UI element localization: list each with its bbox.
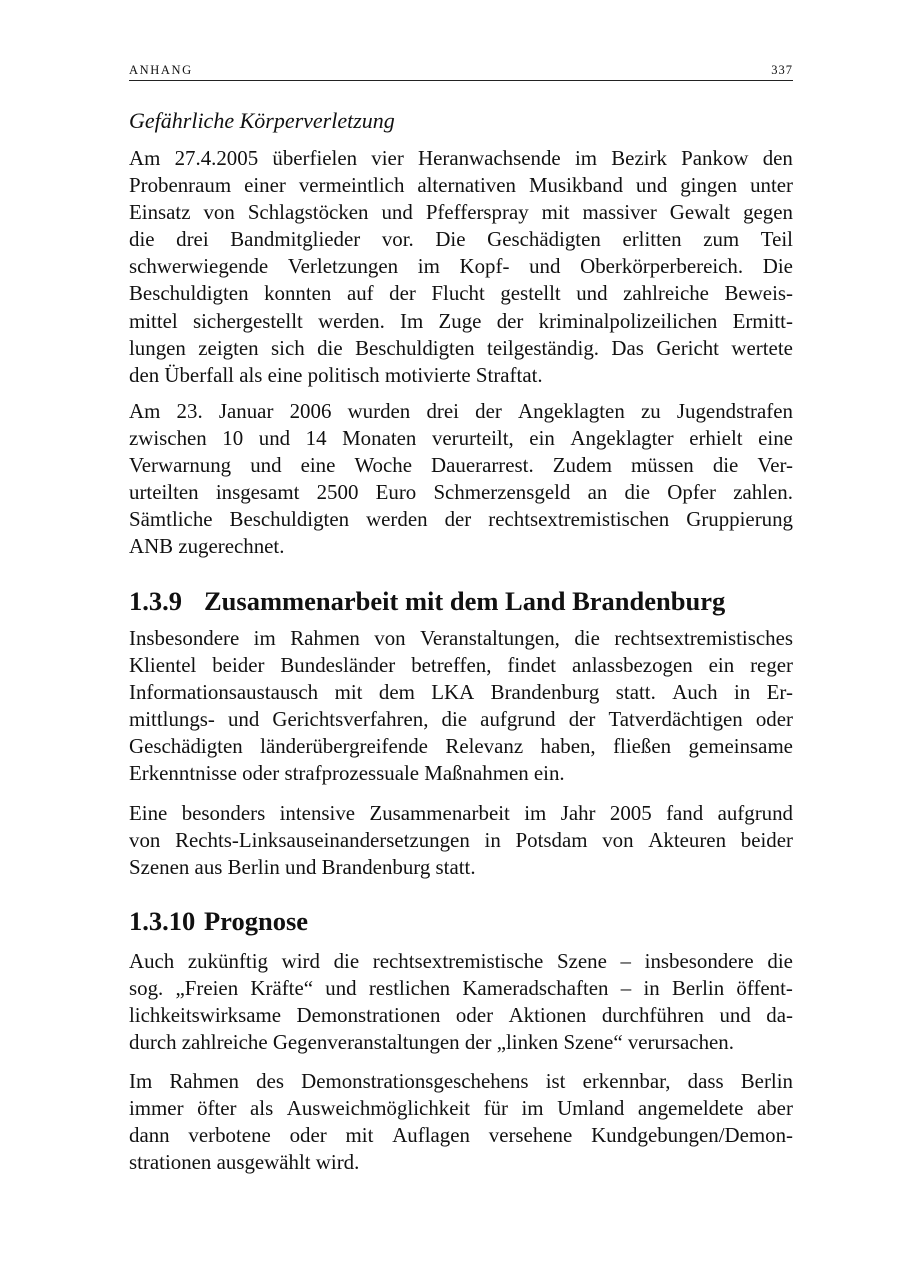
text-line [129,506,793,533]
word: Am [129,399,161,423]
section-heading [129,584,725,618]
word: ein [708,653,735,678]
word: öfter [197,1096,237,1121]
word: und [227,707,260,732]
word: Klientel [129,653,197,678]
text-line [129,948,793,975]
word: lungen [129,335,186,360]
text-line [129,280,793,307]
word: Einsatz [129,200,191,225]
word: Pankow [681,146,749,170]
word: kriminalpolizeilichen [538,308,718,333]
text-line: durch zahlreiche Gegenveranstaltungen der „linken Szene“ verursachen. [129,1030,734,1055]
word: LKA [431,680,475,705]
word: mit [541,200,570,225]
word: die [574,626,600,650]
paragraph [129,948,793,1056]
word: Berlin [671,976,725,1001]
word: Pfefferspray [425,200,529,225]
word: von [203,200,235,225]
word: und [529,254,561,279]
word: in [643,976,660,1001]
word: oder [755,707,793,732]
word: Veranstaltungen, [420,626,560,650]
word: urteilten [129,480,199,505]
word: anlassbezogen [572,653,693,678]
word: in [733,680,751,705]
word: zwischen [129,426,207,451]
word: rechtsextremistisches [614,626,793,650]
word: aufgrund [717,801,793,825]
text-line [129,199,793,226]
word: – [620,976,632,1001]
word: Gruppierung [686,507,793,532]
word: eine [758,426,793,451]
word: findet [507,653,557,678]
word: Teil [760,227,793,252]
word: Relevanz [445,734,524,759]
paragraph [129,1068,793,1176]
section-number: 1.3.9 [129,586,182,616]
word: lichkeitswirksame [129,1003,281,1028]
word: sichergestellt [193,308,303,333]
word: zukünftig [187,949,268,973]
text-line [129,335,793,362]
word: Rechts-Linksauseinandersetzungen [175,828,470,853]
word: Ermitt- [732,308,793,333]
word: Opfer [667,480,716,505]
word: Beschuldigten [229,507,350,532]
word: Bandmitglieder [230,227,361,252]
word: rechtsextremistischen [488,507,670,532]
word: an [587,480,608,505]
word: restlichen [368,976,451,1001]
word: Heranwachsende [418,146,561,170]
word: drei [426,399,459,423]
word: versehene [488,1123,573,1148]
word: die [333,949,360,973]
word: Akteuren [648,828,727,853]
word: gingen [680,173,738,198]
text-line: strationen ausgewählt wird. [129,1150,360,1175]
text-line [129,226,793,253]
paragraph [129,145,793,389]
word: länderübergreifende [260,734,428,759]
word: Angeklagter [570,426,674,451]
word: als [250,1096,274,1121]
text-line [129,827,793,854]
word: Umland [557,1096,625,1121]
text-line [129,975,793,1002]
word: wird [281,949,320,973]
word: Sämtliche [129,507,213,532]
text-line [129,253,793,280]
word: Gericht [656,335,719,360]
section-title: Prognose [204,906,309,936]
word: Im [129,1069,153,1093]
word: Kundgebungen/Demon- [591,1123,793,1148]
word: werden [366,507,428,532]
word: gegen [743,200,793,225]
text-line [129,800,793,827]
text-line [129,625,793,652]
word: besonders [181,801,266,825]
word: Musikband [528,173,623,198]
word: Berlin [740,1069,793,1093]
word: Insbesondere [129,626,240,650]
text-line [129,308,793,335]
word: drei [176,227,209,252]
word: dem [378,680,415,705]
word: da- [766,1003,793,1028]
word: in [484,828,501,853]
word: Zusammenarbeit [369,801,510,825]
word: Gerichtsverfahren, [272,707,429,732]
word: sich [271,335,305,360]
word: haben, [540,734,596,759]
word: immer [129,1096,184,1121]
word: Beweis- [724,281,793,306]
word: Flucht [431,281,485,306]
word: im [417,254,440,279]
word: Dauerarrest. [431,453,534,478]
word: Bezirk [611,146,667,170]
word: 14 [305,426,327,451]
word: unter [750,173,793,198]
word: Szene [556,949,607,973]
word: zu [640,399,661,423]
word: die [129,227,155,252]
word: im [253,626,276,650]
word: Rahmen [290,626,360,650]
word: im [521,1096,544,1121]
word: der [496,308,524,333]
word: Die [762,254,793,279]
word: vier [371,146,404,170]
text-line [129,1122,793,1149]
word: mit [334,680,363,705]
page-number: 337 [771,63,793,77]
word: statt. [615,680,656,705]
word: reger [750,653,793,678]
text-line [129,398,793,425]
word: des [256,1069,284,1093]
word: Kameradschaften [462,976,609,1001]
word: wertete [731,335,793,360]
text-line [129,733,793,760]
paragraph [129,398,793,561]
word: öffent- [736,976,793,1001]
word: mittel [129,308,178,333]
word: der [475,399,502,423]
word: im [524,801,547,825]
word: Auch [672,680,718,705]
word: Verletzungen [287,254,399,279]
text-line [129,1095,793,1122]
word: Zudem [552,453,612,478]
word: fließen [613,734,672,759]
word: Jahr [560,801,596,825]
running-header [129,62,793,81]
text-line: Szenen aus Berlin und Brandenburg statt. [129,855,476,880]
word: wurden [347,399,411,423]
word: dann [129,1123,170,1148]
word: Auch [129,949,175,973]
word: rechtsextremistische [372,949,544,973]
section-title: Zusammenarbeit mit dem Land Brandenburg [204,586,726,616]
word: Angeklagten [518,399,625,423]
text-line [129,652,793,679]
word: einer [244,173,286,198]
word: und [719,1003,751,1028]
word: beider [740,828,793,853]
word: 2006 [289,399,332,423]
word: Demonstrationsgeschehens [301,1069,529,1093]
word: und [325,976,357,1001]
word: die [317,335,343,360]
word: Jugendstrafen [676,399,793,423]
word: oder [455,1003,494,1028]
word: Woche [354,453,412,478]
word: Demonstrationen [296,1003,441,1028]
word: überfielen [272,146,358,170]
word: Bundesländer [280,653,396,678]
word: aufgrund [480,707,556,732]
word: der [568,707,596,732]
word: müssen [631,453,694,478]
word: erlitten [622,227,682,252]
word: betreffen, [411,653,492,678]
text-line [129,145,793,172]
word: zahlreiche [623,281,709,306]
word: und [250,453,282,478]
word: konnten [264,281,332,306]
word: angemeldete [637,1096,744,1121]
word: 10 [222,426,244,451]
word: insgesamt [215,480,300,505]
word: 23. [176,399,203,423]
word: Geschädigten [129,734,243,759]
word: gestellt [500,281,561,306]
word: Kräfte“ [250,976,314,1001]
word: Eine [129,801,168,825]
word: Im [400,308,424,333]
word: mit [345,1123,374,1148]
text-line [129,679,793,706]
text-line: ANB zugerechnet. [129,534,285,559]
word: Schlagstöcken [247,200,369,225]
paragraph [129,625,793,788]
section-heading [129,904,308,938]
word: insbesondere [644,949,754,973]
word: Probenraum [129,173,232,198]
word: Brandenburg [490,680,600,705]
word: schwerwiegende [129,254,269,279]
word: sog. [129,976,164,1001]
word: die [624,480,651,505]
word: massiver [582,200,657,225]
word: ein [529,426,555,451]
word: werden. [318,308,385,333]
word: mittlungs- [129,707,215,732]
word: teilgeständig. [487,335,599,360]
word: Informationsaustausch [129,680,319,705]
word: Januar [218,399,274,423]
word: „Freien [175,976,239,1001]
word: 2005 [609,801,652,825]
word: von [129,828,161,853]
word: Euro [375,480,417,505]
word: Am [129,146,161,170]
word: zahlen. [733,480,793,505]
word: dass [687,1069,724,1093]
paragraph [129,800,793,881]
word: Die [435,227,466,252]
word: Zuge [438,308,482,333]
word: Verwarnung [129,453,232,478]
word: und [635,173,668,198]
text-line [129,1002,793,1029]
word: verurteilt, [431,426,514,451]
word: Schmerzensgeld [433,480,571,505]
word: vermeintlich [298,173,405,198]
word: 27.4.2005 [174,146,259,170]
word: Geschädigten [487,227,601,252]
word: der [389,281,416,306]
word: Rahmen [169,1069,239,1093]
word: oder [289,1123,327,1148]
word: ist [545,1069,566,1093]
text-line [129,425,793,452]
section-number: 1.3.10 [129,906,196,936]
text-line [129,479,793,506]
word: – [620,949,631,973]
word: Beschuldigten [355,335,475,360]
word: Das [611,335,644,360]
word: Ausweichmöglichkeit [286,1096,471,1121]
word: Oberkörperbereich. [580,254,744,279]
running-header-title: ANHANG [129,63,193,77]
word: erhielt [689,426,743,451]
word: zum [703,227,740,252]
word: die [712,453,739,478]
word: Kopf- [459,254,510,279]
text-line: Erkenntnisse oder strafprozessuale Maßnahmen ein. [129,761,565,786]
text-line [129,452,793,479]
word: Ver- [757,453,793,478]
word: die [441,707,468,732]
word: Monaten [342,426,417,451]
word: auf [346,281,374,306]
word: gemeinsame [688,734,793,759]
word: alternativen [417,173,516,198]
word: Aktionen [508,1003,587,1028]
word: zeigten [198,335,259,360]
word: Beschuldigten [129,281,249,306]
word: verbotene [188,1123,271,1148]
word: eine [300,453,336,478]
word: Tatverdächtigen [608,707,743,732]
word: Potsdam [515,828,588,853]
word: beider [212,653,265,678]
word: 2500 [316,480,359,505]
word: fand [666,801,704,825]
word: Er- [766,680,793,705]
text-line [129,1068,793,1095]
word: der [444,507,472,532]
word: von [374,626,406,650]
word: und [381,200,413,225]
word: und [576,281,608,306]
subheading: Gefährliche Körperverletzung [129,108,395,133]
word: für [483,1096,508,1121]
word: vor. [381,227,414,252]
text-line [129,706,793,733]
word: Gewalt [669,200,731,225]
text-line: den Überfall als eine politisch motivierte Straftat. [129,362,543,387]
word: erkennbar, [582,1069,671,1093]
word: Auflagen [392,1123,470,1148]
word: durchführen [601,1003,704,1028]
word: und [258,426,291,451]
text-line [129,172,793,199]
word: im [574,146,597,170]
word: aber [756,1096,793,1121]
word: den [762,146,793,170]
word: die [767,949,793,973]
word: von [602,828,634,853]
word: intensive [279,801,356,825]
